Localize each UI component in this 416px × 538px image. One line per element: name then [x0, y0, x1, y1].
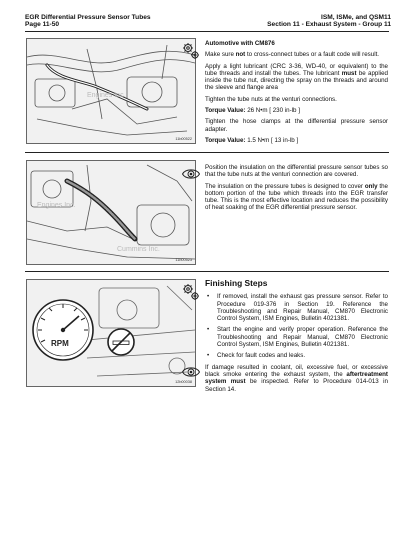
finishing-heading: Finishing Steps — [205, 278, 268, 288]
figure-finishing — [26, 279, 196, 387]
tools-gear-icon — [181, 282, 201, 302]
figure-insulation — [26, 160, 196, 265]
step1-heading: Automotive with CM876 — [205, 40, 275, 47]
step2-text — [205, 164, 388, 216]
inspect-eye-icon — [181, 362, 201, 382]
section-title: Section 11 - Exhaust System - Group 11 — [267, 21, 391, 29]
tube-install-illustration — [27, 39, 195, 143]
list-item: • Start the engine and verify proper operation. Reference the Troubleshooting and Repair Manual, CM870 Electronic Control System, ISM Engines, Bulletin 4021381. — [205, 326, 388, 348]
figure-watermark: Cummins Inc. — [117, 246, 160, 253]
no-smoking-icon — [108, 329, 134, 355]
step1-para-crossconnect: Make sure not to cross-connect tubes or a fault code will result. — [205, 51, 380, 59]
step1-text — [205, 40, 388, 148]
section-rule-1 — [25, 152, 389, 153]
finishing-text — [205, 280, 388, 397]
step2-para-insulation: The insulation on the pressure tubes is designed to cover only the bottom portion of the tube which threads into the EGR transfer tube. This is the most effective location and reduces the possibility of heat soaking of the EGR differential pressure sensor. — [205, 182, 388, 212]
insulation-illustration — [27, 161, 195, 264]
header-right — [267, 14, 391, 29]
page-header — [0, 14, 416, 36]
header-left — [25, 14, 151, 29]
header-rule — [25, 31, 389, 32]
step1-torque-2: Torque Value: 1.5 N•m [ 13 in-lb ] — [205, 136, 299, 144]
step1-para-tighten: Tighten the tube nuts at the venturi connections. — [205, 95, 337, 103]
figure-tube-install — [26, 38, 196, 144]
list-item: • Check for fault codes and leaks. — [205, 352, 388, 359]
rpm-gauge — [33, 300, 93, 360]
step2-para-position: Position the insulation on the differential pressure sensor tubes so that the tube nuts at the venturi connection are covered. — [205, 164, 388, 179]
section-rule-2 — [25, 271, 389, 272]
figure-id: 11b00523 — [175, 258, 192, 262]
finishing-illustration — [27, 280, 195, 386]
finishing-aftertreatment-para: If damage resulted in coolant, oil, excessive fuel, or excessive black smoke entering the exhaust system, the aftertreatment system must be inspected. Refer to Procedure 014-013 in Section 14. — [205, 363, 388, 393]
document-title: EGR Differential Pressure Sensor Tubes — [25, 14, 151, 21]
engine-models: ISM, ISMe, and QSM11 — [321, 14, 391, 21]
figure-id: 11b00522 — [175, 137, 192, 141]
finishing-bullets — [205, 293, 388, 359]
figure-id: 12b00038 — [175, 380, 192, 384]
step1-para-clamps: Tighten the hose clamps at the differential pressure sensor adapter. — [205, 118, 388, 133]
page-number: Page 11-50 — [25, 21, 60, 29]
list-item: • If removed, install the exhaust gas pressure sensor. Refer to Procedure 019-376 in Section 19. Reference the Troubleshooting and Repair Manual, CM870 Electronic Control System, ISM Engines, Bulletin 4021381. — [205, 293, 388, 322]
svg-text:Engines Inc.: Engines Inc. — [37, 202, 76, 209]
inspect-eye-icon — [181, 164, 201, 184]
gauge-label: RPM — [51, 339, 69, 348]
tools-gear-icon — [181, 41, 201, 61]
figure-watermark: Engines Inc. — [87, 92, 126, 99]
step1-para-lubricant: Apply a light lubricant (CRC 3-36, WD-40, or equivalent) to the tube threads and install the tubes. The lubricant must be applied inside the tube nut, directing the spray on the threads and around the sleeve and flange area — [205, 62, 388, 92]
step1-torque-1: Torque Value: 26 N•m [ 230 in-lb ] — [205, 107, 300, 115]
